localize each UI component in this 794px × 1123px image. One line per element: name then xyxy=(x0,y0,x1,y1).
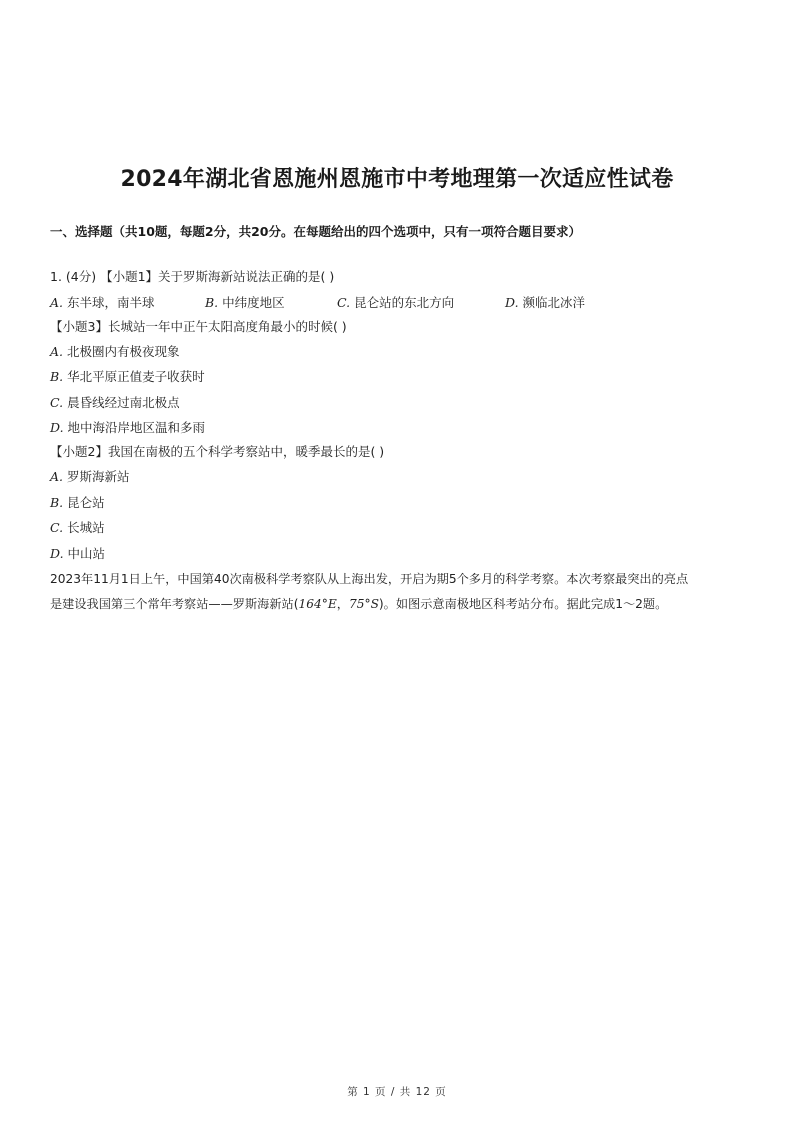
option-label: C. xyxy=(50,395,64,410)
option-label: A. xyxy=(50,295,64,310)
q3-option-a[interactable] xyxy=(50,343,180,361)
option-text: 昆仑站 xyxy=(67,495,105,510)
option-label: D. xyxy=(50,546,64,561)
option-label: B. xyxy=(205,295,219,310)
option-label: C. xyxy=(50,520,64,535)
material-line-2 xyxy=(50,595,667,613)
coordinate-longitude: 164°E xyxy=(298,597,337,611)
option-label: C. xyxy=(337,295,351,310)
q2-stem: 【小题2】我国在南极的五个科学考察站中，暖季最长的是( ) xyxy=(50,444,385,459)
material-line-1: 2023年11月1日上午，中国第40次南极科学考察队从上海出发，开启为期5个多月的科学考察。本次考察最突出的亮点 xyxy=(50,572,689,586)
page-footer: 第 1 页 / 共 12 页 xyxy=(347,1086,447,1098)
q1-option-c[interactable] xyxy=(337,294,505,312)
q1-option-a[interactable] xyxy=(50,294,205,312)
q2-option-b[interactable] xyxy=(50,494,105,512)
material-text: )。如图示意南极地区科考站分布。据此完成1～2题。 xyxy=(378,597,668,611)
option-label: D. xyxy=(505,295,519,310)
q1-stem: 1. (4分) 【小题1】关于罗斯海新站说法正确的是( ) xyxy=(50,269,335,284)
option-text: 罗斯海新站 xyxy=(67,469,130,484)
option-text: 华北平原正值麦子收获时 xyxy=(67,369,205,384)
option-text: 长城站 xyxy=(67,520,105,535)
q3-stem: 【小题3】长城站一年中正午太阳高度角最小的时候( ) xyxy=(50,319,347,334)
q2-option-d[interactable] xyxy=(50,545,105,563)
material-text: 是建设我国第三个常年考察站——罗斯海新站( xyxy=(50,597,299,611)
q1-option-d[interactable] xyxy=(505,294,585,312)
q2-option-c[interactable] xyxy=(50,519,105,537)
q1-options xyxy=(50,294,585,312)
section-heading: 一、选择题（共10题，每题2分，共20分。在每题给出的四个选项中，只有一项符合题目要求） xyxy=(50,224,581,239)
q3-option-c[interactable] xyxy=(50,394,180,412)
option-text: 中纬度地区 xyxy=(222,295,285,310)
option-text: 濒临北冰洋 xyxy=(522,295,586,310)
option-text: 地中海沿岸地区温和多雨 xyxy=(67,420,206,435)
option-text: 晨昏线经过南北极点 xyxy=(67,395,180,410)
page-title: 2024年湖北省恩施州恩施市中考地理第一次适应性试卷 xyxy=(120,167,674,192)
q2-option-a[interactable] xyxy=(50,468,130,486)
option-label: B. xyxy=(50,369,64,384)
option-label: A. xyxy=(50,344,64,359)
coordinate-separator: ， xyxy=(336,597,349,611)
option-text: 北极圈内有极夜现象 xyxy=(67,344,180,359)
q3-option-b[interactable] xyxy=(50,368,205,386)
q3-option-d[interactable] xyxy=(50,419,205,437)
option-label: A. xyxy=(50,469,64,484)
option-text: 东半球，南半球 xyxy=(67,295,155,310)
option-text: 昆仑站的东北方向 xyxy=(354,295,455,310)
option-label: D. xyxy=(50,420,64,435)
q1-option-b[interactable] xyxy=(205,294,337,312)
option-text: 中山站 xyxy=(67,546,106,561)
option-label: B. xyxy=(50,495,64,510)
coordinate-latitude: 75°S xyxy=(348,597,379,611)
